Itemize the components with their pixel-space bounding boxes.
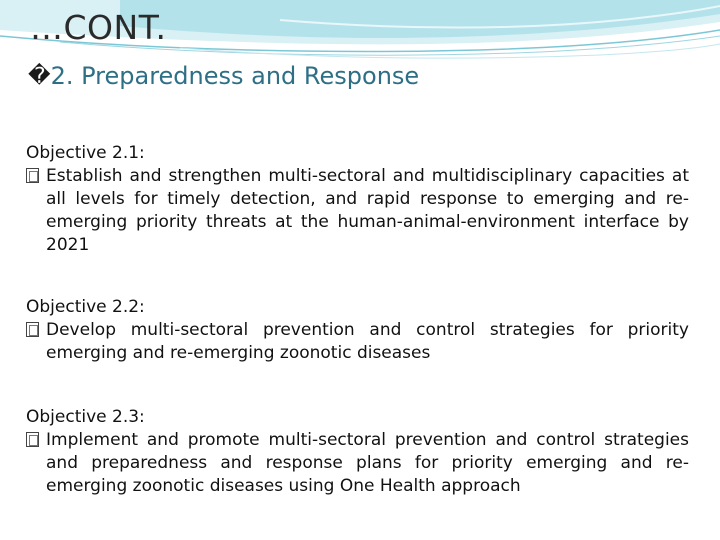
objective-bullet-item (26, 165, 689, 257)
slide-title: …CONT. (30, 8, 167, 47)
objective-title: Objective 2.1: (26, 143, 145, 163)
objective-2-1 (26, 142, 689, 257)
square-bullet-icon (26, 322, 39, 337)
objective-bullet-item (26, 319, 689, 365)
objective-text: Implement and promote multi-sectoral prevention and control strategies and preparedness and response plans for priority emerging and re-emerging zoonotic diseases using One Health approach (46, 430, 689, 496)
section-heading (28, 62, 419, 90)
objective-2-2 (26, 296, 689, 365)
objective-2-3 (26, 406, 689, 498)
section-heading-text: 2. Preparedness and Response (50, 62, 420, 90)
objective-text: Establish and strengthen multi-sectoral and multidisciplinary capacities at all levels for timely detection, and rapid response to emerging and re-emerging priority threats at the human-animal-environment interface by 2021 (46, 166, 689, 255)
objective-text: Develop multi-sectoral prevention and control strategies for priority emerging and re-emerging zoonotic diseases (46, 320, 689, 363)
objective-title: Objective 2.3: (26, 407, 145, 427)
objective-title: Objective 2.2: (26, 297, 145, 317)
square-bullet-icon (26, 168, 39, 183)
heading-bullet-glyph: � (28, 63, 51, 89)
objective-bullet-item (26, 429, 689, 498)
square-bullet-icon (26, 432, 39, 447)
